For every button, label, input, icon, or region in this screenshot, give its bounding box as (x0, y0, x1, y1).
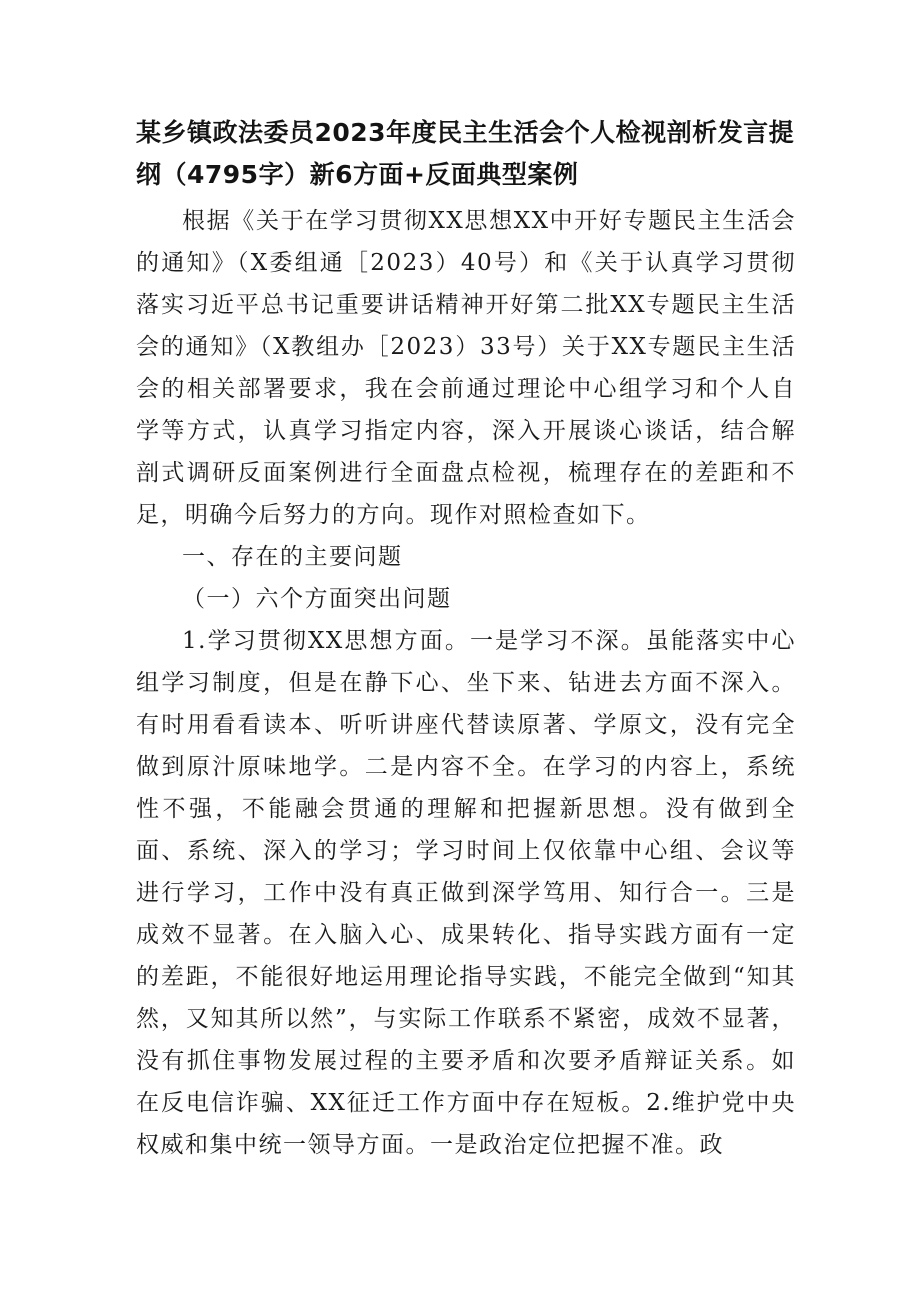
intro-paragraph: 根据《关于在学习贯彻XX思想XX中开好专题民主生活会的通知》（X委组通［2023）40号）和《关于认真学习贯彻落实习近平总书记重要讲话精神开好第二批XX专题民主生活会的通知》（X教组办［2023）33号）关于XX专题民主生活会的相关部署要求，我在会前通过理论中心组学习和个人自学等方式，认真学习指定内容，深入开展谈心谈话，结合解剖式调研反面案例进行全面盘点检视，梳理存在的差距和不足，明确今后努力的方向。现作对照检查如下。 (136, 208, 796, 528)
document-body (136, 200, 796, 1166)
section-heading: 一、存在的主要问题 (182, 544, 403, 570)
body-paragraph: 1.学习贯彻XX思想方面。一是学习不深。虽能落实中心组学习制度，但是在静下心、坐下来、钻进去方面不深入。有时用看看读本、听听讲座代替读原著、学原文，没有完全做到原汁原味地学。二是内容不全。在学习的内容上，系统性不强，不能融会贯通的理解和把握新思想。没有做到全面、系统、深入的学习；学习时间上仅依靠中心组、会议等进行学习，工作中没有真正做到深学笃用、知行合一。三是成效不显著。在入脑入心、成果转化、指导实践方面有一定的差距，不能很好地运用理论指导实践，不能完全做到“知其然，又知其所以然”，与实际工作联系不紧密，成效不显著，没有抓住事物发展过程的主要矛盾和次要矛盾辩证关系。如在反电信诈骗、XX征迁工作方面中存在短板。2.维护党中央权威和集中统一领导方面。一是政治定位把握不准。政 (136, 628, 796, 1158)
document-title: 某乡镇政法委员2023年度民主生活会个人检视剖析发言提纲（4795字）新6方面+反面典型案例 (136, 118, 795, 189)
subsection-heading: （一）六个方面突出问题 (182, 586, 452, 612)
